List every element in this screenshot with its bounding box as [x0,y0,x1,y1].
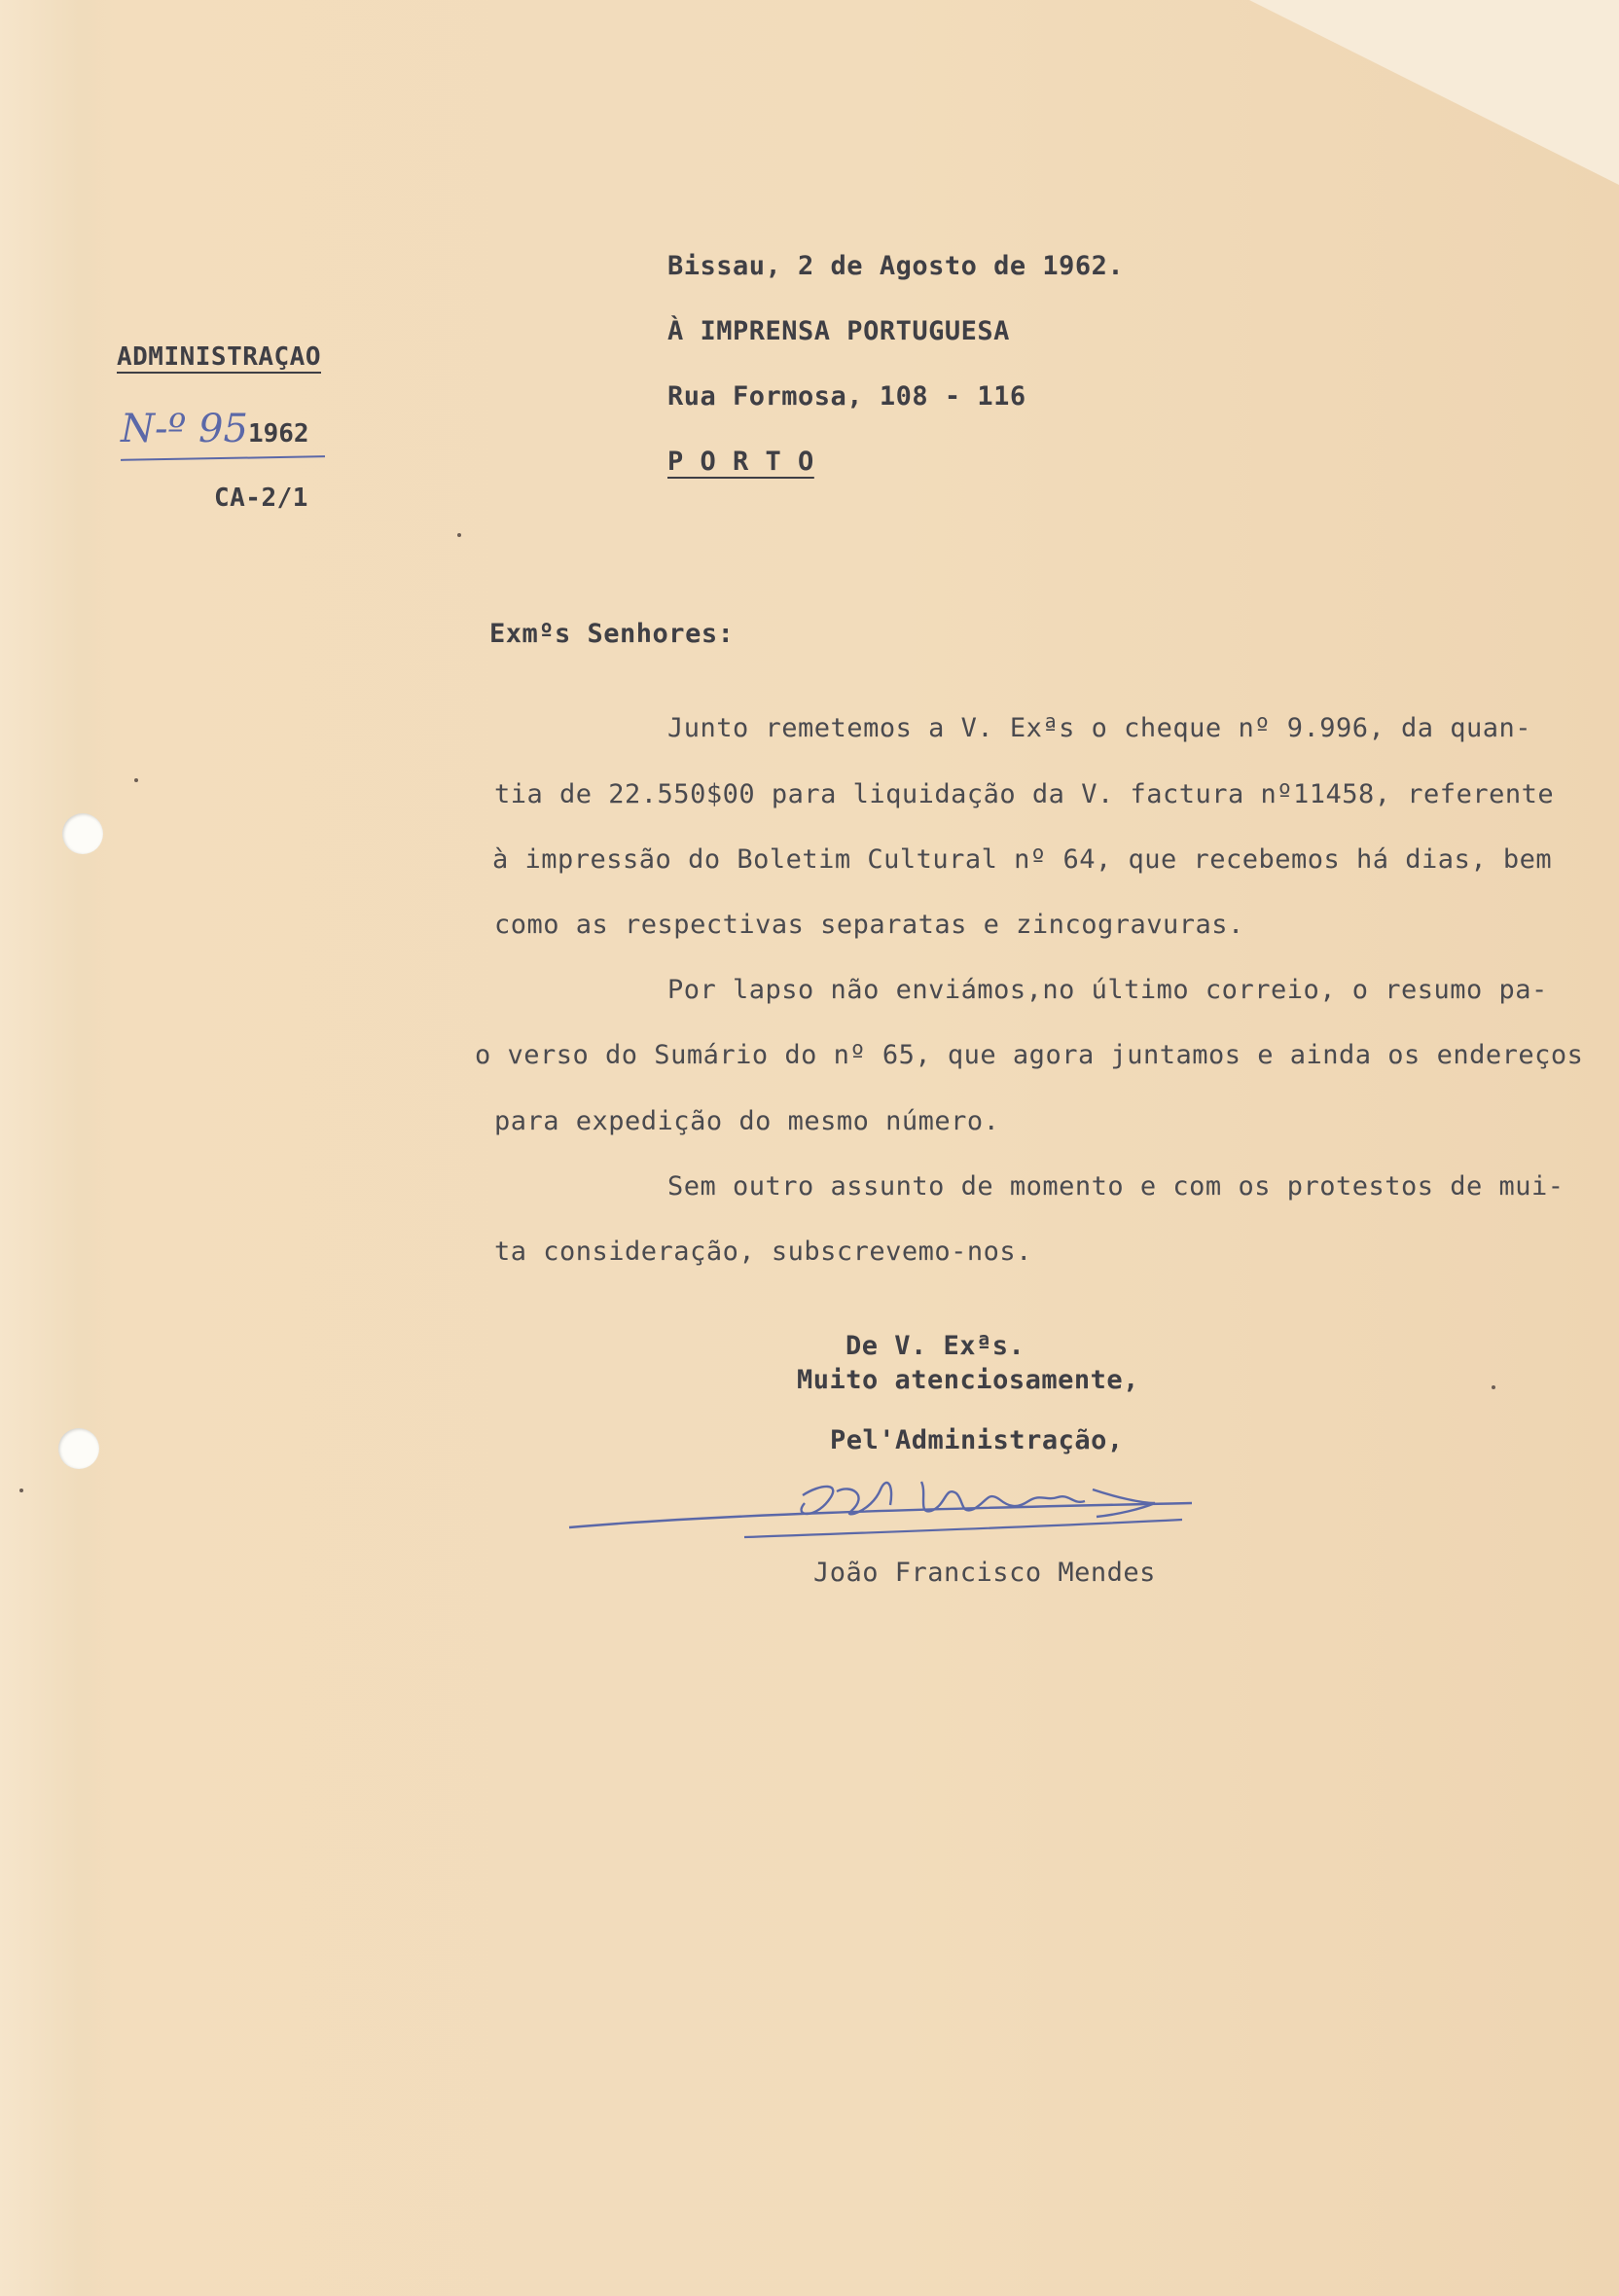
place-date: Bissau, 2 de Agosto de 1962. [667,251,1125,281]
reference-code: CA-2/1 [214,484,308,513]
department-label: ADMINISTRAÇAO [117,342,321,372]
paper-edge-shade [0,0,115,2296]
recipient-street: Rua Formosa, 108 - 116 [667,381,1026,412]
paper-speck [134,778,138,782]
salutation: Exmºs Senhores: [489,619,735,649]
body-line: à impressão do Boletim Cultural nº 64, que recebemos há dias, bem [492,844,1553,875]
body-line: Por lapso não enviámos,no último correio, o resumo pa- [667,975,1548,1005]
body-line: para expedição do mesmo número. [494,1106,1000,1136]
punch-hole-top [62,813,103,854]
body-line: como as respectivas separatas e zincogravuras. [494,910,1244,940]
body-line: Sem outro assunto de momento e com os protestos de mui- [667,1171,1565,1202]
recipient-name: À IMPRENSA PORTUGUESA [667,316,1010,346]
paper-speck [457,533,461,537]
reference-underline [121,455,325,461]
folded-corner [1249,0,1619,185]
closing-line: De V. Exªs. [845,1331,1025,1361]
closing-line: Muito atenciosamente, [797,1365,1139,1395]
recipient-city: P O R T O [667,447,814,477]
handwritten-signature [559,1454,1202,1561]
closing-line: Pel'Administração, [830,1425,1124,1455]
punch-hole-bottom [58,1428,99,1469]
body-line: o verso do Sumário do nº 65, que agora juntamos e ainda os endereços [475,1040,1584,1070]
signatory-name: João Francisco Mendes [813,1558,1156,1588]
paper-speck [1492,1385,1495,1389]
handwritten-number: N-º 95 [121,407,248,451]
body-line: tia de 22.550$00 para liquidação da V. factura nº11458, referente [494,779,1555,809]
reference-year: 1962 [247,419,309,448]
reference-number [121,407,309,451]
body-line: ta consideração, subscrevemo-nos. [494,1237,1032,1267]
paper-speck [19,1489,23,1492]
body-line: Junto remetemos a V. Exªs o cheque nº 9.996, da quan- [667,713,1532,743]
